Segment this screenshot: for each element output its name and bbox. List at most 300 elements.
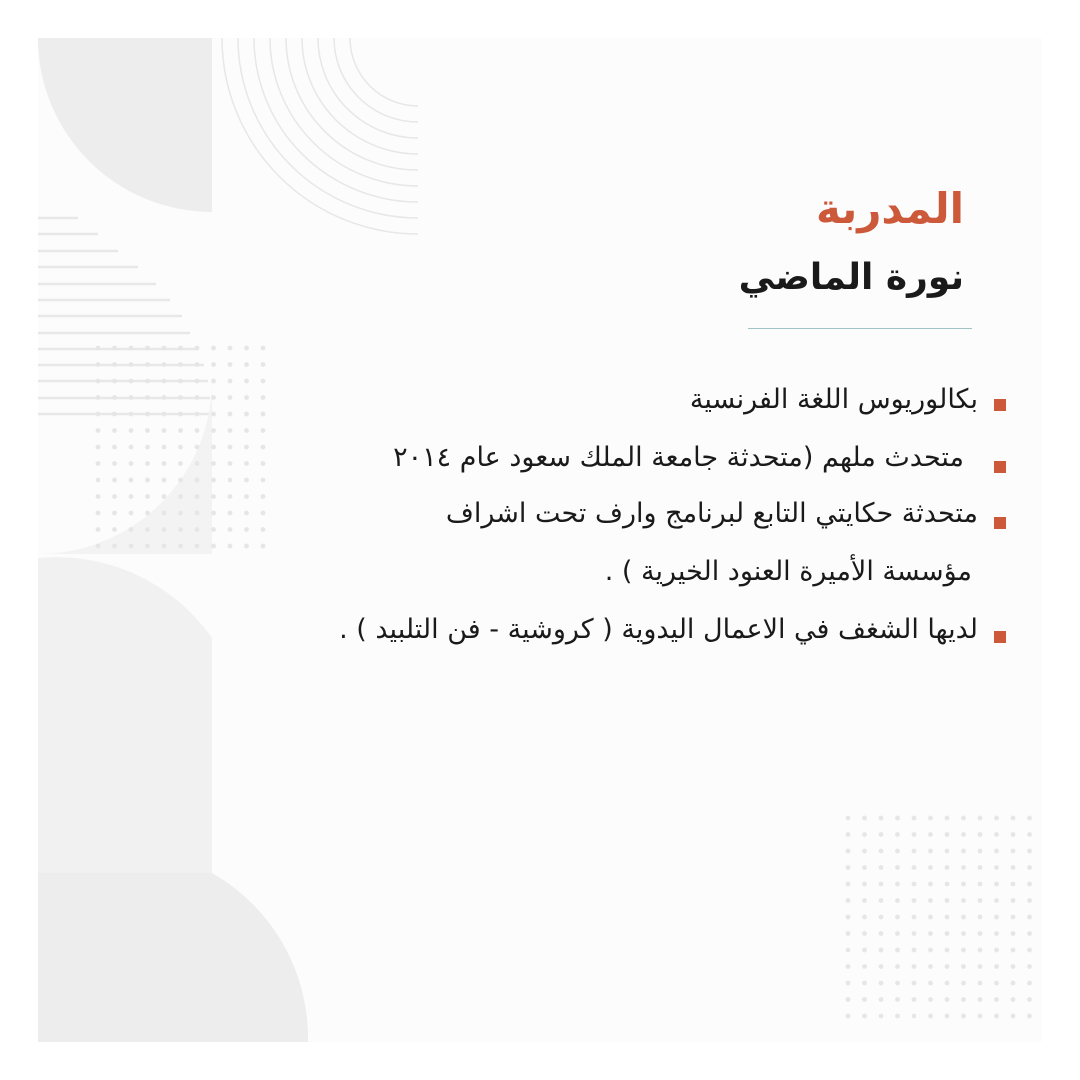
decor-dot (244, 527, 249, 532)
decor-dot (945, 997, 950, 1002)
decor-dot (261, 379, 266, 384)
decor-dot (261, 511, 266, 516)
decor-dot (879, 882, 884, 887)
decor-dot (895, 931, 900, 936)
decor-dot (1011, 931, 1016, 936)
decor-dot (862, 816, 867, 821)
decor-dot (96, 494, 101, 499)
decor-dot (879, 832, 884, 837)
decor-dot (145, 544, 150, 549)
decor-dot (994, 964, 999, 969)
decor-dot (261, 461, 266, 466)
decor-dot (1011, 865, 1016, 870)
decor-dot (244, 478, 249, 483)
bio-item: متحدث ملهم (متحدثة جامعة الملك سعود عام ٢٠١٤ (393, 442, 964, 473)
bullet-marker (994, 631, 1006, 643)
decor-dot (178, 478, 183, 483)
decor-dot (978, 964, 983, 969)
decor-dot (129, 362, 134, 367)
decor-dot (112, 379, 117, 384)
decor-dot (862, 964, 867, 969)
decor-dot (994, 832, 999, 837)
decor-dot (261, 478, 266, 483)
decor-dot (211, 362, 216, 367)
decor-dot (994, 915, 999, 920)
decor-dot (928, 816, 933, 821)
decor-dot (96, 511, 101, 516)
decor-dot (846, 964, 851, 969)
decor-dot (994, 865, 999, 870)
decor-dot (1011, 882, 1016, 887)
decor-dot (978, 816, 983, 821)
decor-dot (211, 428, 216, 433)
decor-dot (129, 478, 134, 483)
decor-dot (846, 981, 851, 986)
decor-dot (978, 981, 983, 986)
decor-dot (261, 494, 266, 499)
decor-dot (961, 964, 966, 969)
decor-dot (1011, 832, 1016, 837)
decor-dot (978, 915, 983, 920)
decor-dot (879, 964, 884, 969)
bottom-left-quarter-circle (38, 873, 308, 1042)
decor-dot (846, 915, 851, 920)
decor-dot (162, 379, 167, 384)
decor-dot (945, 931, 950, 936)
decor-dot (1011, 915, 1016, 920)
decor-dot (961, 1014, 966, 1019)
decor-dot (96, 445, 101, 450)
decor-dot (129, 428, 134, 433)
decor-dot (112, 544, 117, 549)
decor-dot (244, 494, 249, 499)
decor-dot (162, 511, 167, 516)
decor-dot (195, 412, 200, 417)
decor-dot (862, 931, 867, 936)
decor-dot (846, 865, 851, 870)
decor-dot (145, 395, 150, 400)
decor-dot (178, 511, 183, 516)
bullet-marker (994, 399, 1006, 411)
decor-dot (978, 1014, 983, 1019)
decor-dot (912, 865, 917, 870)
decor-dot (945, 948, 950, 953)
decor-dot (195, 527, 200, 532)
decor-dot (195, 511, 200, 516)
decor-dot (96, 362, 101, 367)
decor-dot (862, 865, 867, 870)
decor-dot (1027, 915, 1032, 920)
decor-dot (195, 346, 200, 351)
decor-dot (928, 997, 933, 1002)
decor-dot (195, 461, 200, 466)
decor-dot (994, 816, 999, 821)
decor-dot (945, 964, 950, 969)
decor-dot (1027, 865, 1032, 870)
decor-dot (928, 882, 933, 887)
decor-dot (261, 412, 266, 417)
decor-dot (895, 898, 900, 903)
decor-dot (928, 1014, 933, 1019)
decor-dot (912, 1014, 917, 1019)
decor-dot (978, 865, 983, 870)
decor-dot (178, 544, 183, 549)
decor-dot (912, 948, 917, 953)
decor-dot (862, 898, 867, 903)
decor-dot (1027, 898, 1032, 903)
decor-dot (978, 898, 983, 903)
decor-dot (112, 412, 117, 417)
bio-item: مؤسسة الأميرة العنود الخيرية ) . (604, 556, 972, 587)
decor-dot (928, 915, 933, 920)
decor-dot (162, 478, 167, 483)
decor-dot (945, 915, 950, 920)
decor-dot (112, 461, 117, 466)
decor-dot (846, 849, 851, 854)
decor-dot (895, 832, 900, 837)
decor-dot (129, 461, 134, 466)
decor-dot (145, 428, 150, 433)
decor-dot (228, 478, 233, 483)
decor-dot (879, 948, 884, 953)
decor-dot (261, 544, 266, 549)
decor-dot (145, 445, 150, 450)
decor-dot (978, 931, 983, 936)
decor-dot (96, 428, 101, 433)
decor-dot (228, 544, 233, 549)
decor-dot (1027, 931, 1032, 936)
decor-dot (895, 865, 900, 870)
decor-dot (846, 898, 851, 903)
decor-dot (244, 461, 249, 466)
decor-dot (862, 849, 867, 854)
decor-dot (162, 445, 167, 450)
decor-dot (928, 948, 933, 953)
decor-dot (862, 882, 867, 887)
decor-dot (912, 816, 917, 821)
decor-dot (895, 816, 900, 821)
decor-dot (912, 898, 917, 903)
decor-dot (195, 395, 200, 400)
decor-dot (994, 997, 999, 1002)
decor-dot (244, 362, 249, 367)
decor-dot (862, 1014, 867, 1019)
decor-dot (862, 997, 867, 1002)
decor-dot (162, 544, 167, 549)
decor-dot (228, 445, 233, 450)
decor-dot (162, 527, 167, 532)
decor-dot (244, 346, 249, 351)
decor-dot (228, 395, 233, 400)
decor-dot (895, 964, 900, 969)
decor-dot (961, 997, 966, 1002)
decor-dot (261, 346, 266, 351)
decor-dot (211, 412, 216, 417)
decor-dot (228, 527, 233, 532)
decor-dot (912, 882, 917, 887)
decor-dot (895, 997, 900, 1002)
decor-dot (879, 931, 884, 936)
decor-dot (145, 412, 150, 417)
decor-dot (994, 931, 999, 936)
decor-dot (879, 981, 884, 986)
decor-dot (961, 915, 966, 920)
decor-dot (178, 445, 183, 450)
decor-dot (178, 527, 183, 532)
decor-dot (928, 865, 933, 870)
decor-dot (244, 511, 249, 516)
decor-dot (129, 511, 134, 516)
decor-dot (1027, 849, 1032, 854)
decor-dot (862, 948, 867, 953)
decor-dot (145, 511, 150, 516)
decor-dot (162, 346, 167, 351)
decor-dot (994, 1014, 999, 1019)
decor-dot (228, 346, 233, 351)
decor-dot (961, 931, 966, 936)
decor-dot (912, 915, 917, 920)
decor-dot (1027, 981, 1032, 986)
decor-dot (1011, 816, 1016, 821)
decor-dot (961, 832, 966, 837)
decor-dot (945, 1014, 950, 1019)
decor-dot (994, 981, 999, 986)
decor-dot (928, 981, 933, 986)
decor-dot (178, 412, 183, 417)
decor-dot (1027, 1014, 1032, 1019)
decor-dot (846, 931, 851, 936)
decor-dot (112, 362, 117, 367)
decor-dot (112, 494, 117, 499)
decor-dot (961, 865, 966, 870)
decor-dot (178, 346, 183, 351)
decor-dot (994, 948, 999, 953)
decor-dot (162, 494, 167, 499)
decor-dot (228, 461, 233, 466)
decor-dot (211, 379, 216, 384)
decor-dot (96, 379, 101, 384)
decor-dot (912, 981, 917, 986)
decor-dot (1011, 849, 1016, 854)
decor-dot (978, 832, 983, 837)
decor-dot (129, 412, 134, 417)
decor-dot (994, 898, 999, 903)
left-half-circle (38, 380, 212, 554)
decor-dot (145, 346, 150, 351)
decor-dot (994, 849, 999, 854)
decor-dot (928, 898, 933, 903)
decor-dot (846, 882, 851, 887)
decor-dot (211, 511, 216, 516)
decor-dot (228, 362, 233, 367)
decor-dot (961, 948, 966, 953)
decor-dot (96, 544, 101, 549)
decor-dot (129, 379, 134, 384)
decor-dot (978, 997, 983, 1002)
decor-dot (261, 445, 266, 450)
decor-dot (129, 527, 134, 532)
decor-dot (862, 981, 867, 986)
decor-dot (945, 898, 950, 903)
decor-dot (244, 544, 249, 549)
decor-dot (1027, 882, 1032, 887)
decor-dot (211, 478, 216, 483)
decor-dot (912, 964, 917, 969)
decor-dot (846, 948, 851, 953)
decor-dot (945, 832, 950, 837)
decor-dot (261, 428, 266, 433)
decor-dot (244, 428, 249, 433)
decor-dot (928, 964, 933, 969)
decor-dot (195, 494, 200, 499)
decor-dot (961, 981, 966, 986)
decor-dot (244, 379, 249, 384)
decor-dot (895, 882, 900, 887)
decor-dot (211, 544, 216, 549)
decor-dot (195, 445, 200, 450)
decor-dot (1011, 964, 1016, 969)
decor-dot (178, 362, 183, 367)
decor-dot (162, 395, 167, 400)
decor-dot (912, 849, 917, 854)
decor-dot (129, 346, 134, 351)
decor-dot (895, 849, 900, 854)
decor-dot (129, 445, 134, 450)
decor-dot (145, 379, 150, 384)
decor-dot (211, 494, 216, 499)
decor-dot (178, 494, 183, 499)
decor-dot (928, 849, 933, 854)
decor-dot (961, 898, 966, 903)
decor-dot (1011, 898, 1016, 903)
decor-dot (145, 362, 150, 367)
decor-dot (211, 395, 216, 400)
decor-dot (162, 412, 167, 417)
decor-dot (162, 428, 167, 433)
decor-dot (112, 527, 117, 532)
decor-dot (846, 832, 851, 837)
decor-dot (162, 461, 167, 466)
decor-dot (228, 412, 233, 417)
decor-dot (879, 1014, 884, 1019)
decor-dot (129, 544, 134, 549)
decor-dot (195, 478, 200, 483)
decor-dot (112, 445, 117, 450)
decor-dot (1011, 997, 1016, 1002)
decor-dot (195, 379, 200, 384)
decor-dot (211, 461, 216, 466)
decor-dot (846, 816, 851, 821)
top-left-quarter-circle (38, 38, 212, 212)
decor-dot (978, 948, 983, 953)
decor-dot (96, 461, 101, 466)
decor-dot (912, 832, 917, 837)
decor-dot (945, 865, 950, 870)
decor-dot (945, 882, 950, 887)
bio-item: بكالوريوس اللغة الفرنسية (689, 384, 978, 415)
trainer-name: نورة الماضي (738, 257, 964, 298)
decor-dot (862, 832, 867, 837)
slide-card (38, 38, 1042, 1042)
decor-dot (879, 816, 884, 821)
decor-dot (895, 1014, 900, 1019)
left-lower-arc (38, 557, 212, 873)
decor-dot (145, 527, 150, 532)
decor-dot (96, 395, 101, 400)
decor-dot (228, 494, 233, 499)
decor-dot (211, 346, 216, 351)
decor-dot (145, 478, 150, 483)
decor-dot (895, 915, 900, 920)
decor-dot (112, 428, 117, 433)
decor-dot (112, 395, 117, 400)
decor-dot (244, 445, 249, 450)
decor-dot (961, 882, 966, 887)
decor-dot (994, 882, 999, 887)
decor-dot (1027, 816, 1032, 821)
concentric-arcs (222, 38, 418, 234)
bio-item: لديها الشغف في الاعمال اليدوية ( كروشية - فن التلبيد ) . (339, 614, 978, 645)
decor-dot (112, 478, 117, 483)
decor-dot (978, 882, 983, 887)
decor-dot (1011, 948, 1016, 953)
decor-dot (129, 494, 134, 499)
decor-dot (846, 1014, 851, 1019)
decor-dot (195, 362, 200, 367)
bullet-marker (994, 517, 1006, 529)
decor-dot (129, 395, 134, 400)
bio-item: متحدثة حكايتي التابع لبرنامج وارف تحت اشراف (445, 498, 978, 529)
decor-dot (945, 981, 950, 986)
decor-dot (244, 412, 249, 417)
decor-dot (879, 915, 884, 920)
decor-dot (879, 865, 884, 870)
decor-dot (96, 346, 101, 351)
decor-dot (912, 997, 917, 1002)
decor-dot (862, 915, 867, 920)
decor-dot (96, 412, 101, 417)
decor-dot (228, 428, 233, 433)
horizontal-stripes (38, 218, 212, 414)
decor-dot (912, 931, 917, 936)
decor-dot (261, 362, 266, 367)
decor-dot (195, 544, 200, 549)
decor-dot (96, 527, 101, 532)
decor-dot (195, 428, 200, 433)
decor-dot (928, 832, 933, 837)
decor-dot (162, 362, 167, 367)
decor-dot (228, 379, 233, 384)
decor-dot (1011, 1014, 1016, 1019)
decor-dot (961, 816, 966, 821)
decor-dot (178, 428, 183, 433)
decor-dot (112, 511, 117, 516)
decor-dot (178, 461, 183, 466)
decor-dot (244, 395, 249, 400)
decor-dot (978, 849, 983, 854)
dot-grid-right (846, 816, 1032, 1019)
bullet-marker (994, 461, 1006, 473)
decor-dot (1027, 832, 1032, 837)
decor-dot (961, 849, 966, 854)
page-title: المدربة (815, 184, 964, 233)
decor-dot (96, 478, 101, 483)
decor-dot (145, 494, 150, 499)
decor-dot (228, 511, 233, 516)
divider (748, 328, 972, 329)
decor-dot (112, 346, 117, 351)
decor-dot (211, 445, 216, 450)
